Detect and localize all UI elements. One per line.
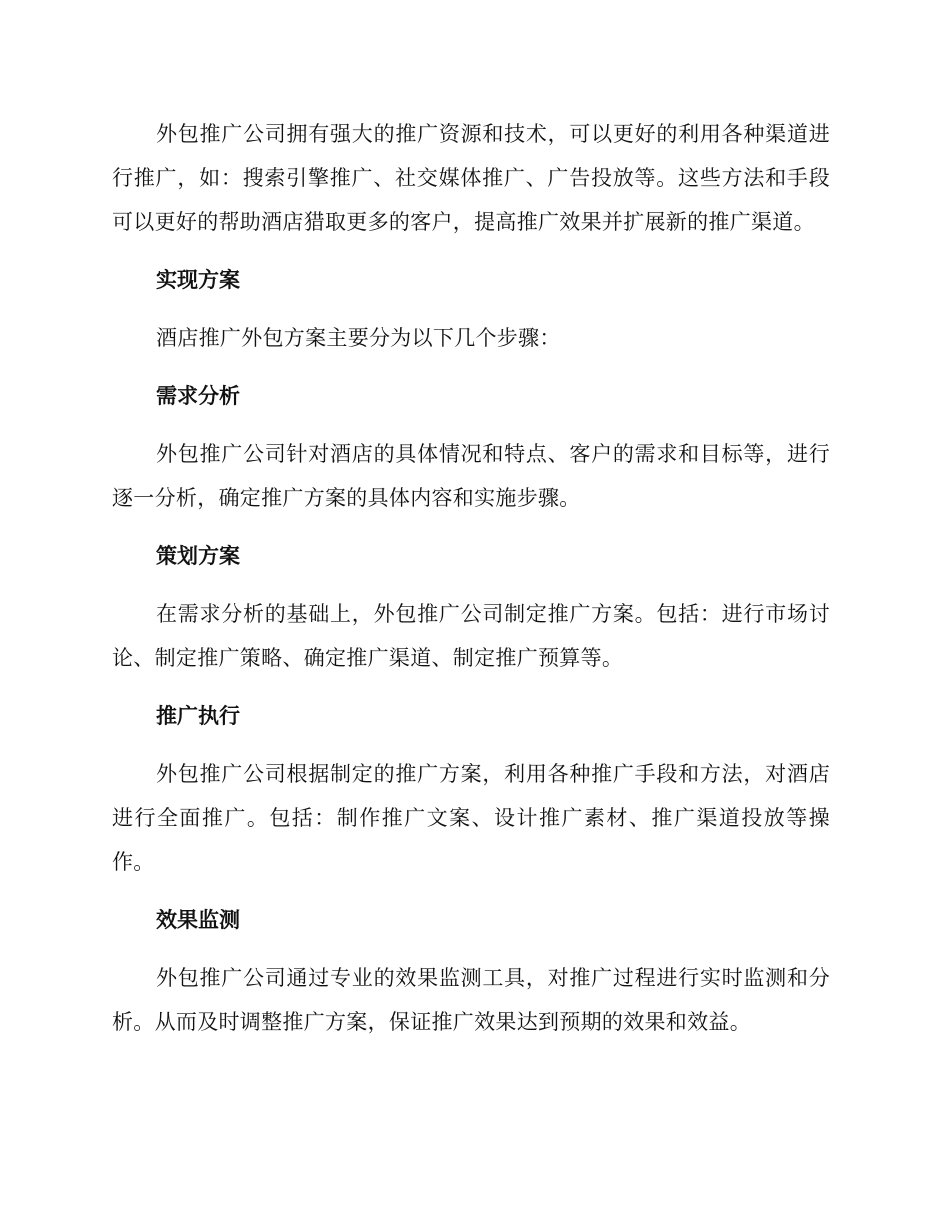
requirements-paragraph: 外包推广公司针对酒店的具体情况和特点、客户的需求和目标等，进行逐一分析，确定推广方案的具体内容和实施步骤。 [112,442,830,510]
section-heading-execution: 推广执行 [156,704,240,728]
implementation-paragraph: 酒店推广外包方案主要分为以下几个步骤： [156,326,561,350]
section-heading-monitoring: 效果监测 [156,908,240,932]
planning-paragraph: 在需求分析的基础上，外包推广公司制定推广方案。包括：进行市场讨论、制定推广策略、确定推广渠道、制定推广预算等。 [112,602,830,670]
document-page [112,112,830,1058]
intro-paragraph: 外包推广公司拥有强大的推广资源和技术，可以更好的利用各种渠道进行推广，如：搜索引擎推广、社交媒体推广、广告投放等。这些方法和手段可以更好的帮助酒店猎取更多的客户，提高推广效果并扩展新的推广渠道。 [112,122,830,234]
section-heading-implementation: 实现方案 [156,268,240,292]
monitoring-paragraph: 外包推广公司通过专业的效果监测工具，对推广过程进行实时监测和分析。从而及时调整推广方案，保证推广效果达到预期的效果和效益。 [112,966,830,1034]
execution-paragraph: 外包推广公司根据制定的推广方案，利用各种推广手段和方法，对酒店进行全面推广。包括：制作推广文案、设计推广素材、推广渠道投放等操作。 [112,762,830,874]
section-heading-planning: 策划方案 [156,544,240,568]
section-heading-requirements: 需求分析 [156,384,240,408]
